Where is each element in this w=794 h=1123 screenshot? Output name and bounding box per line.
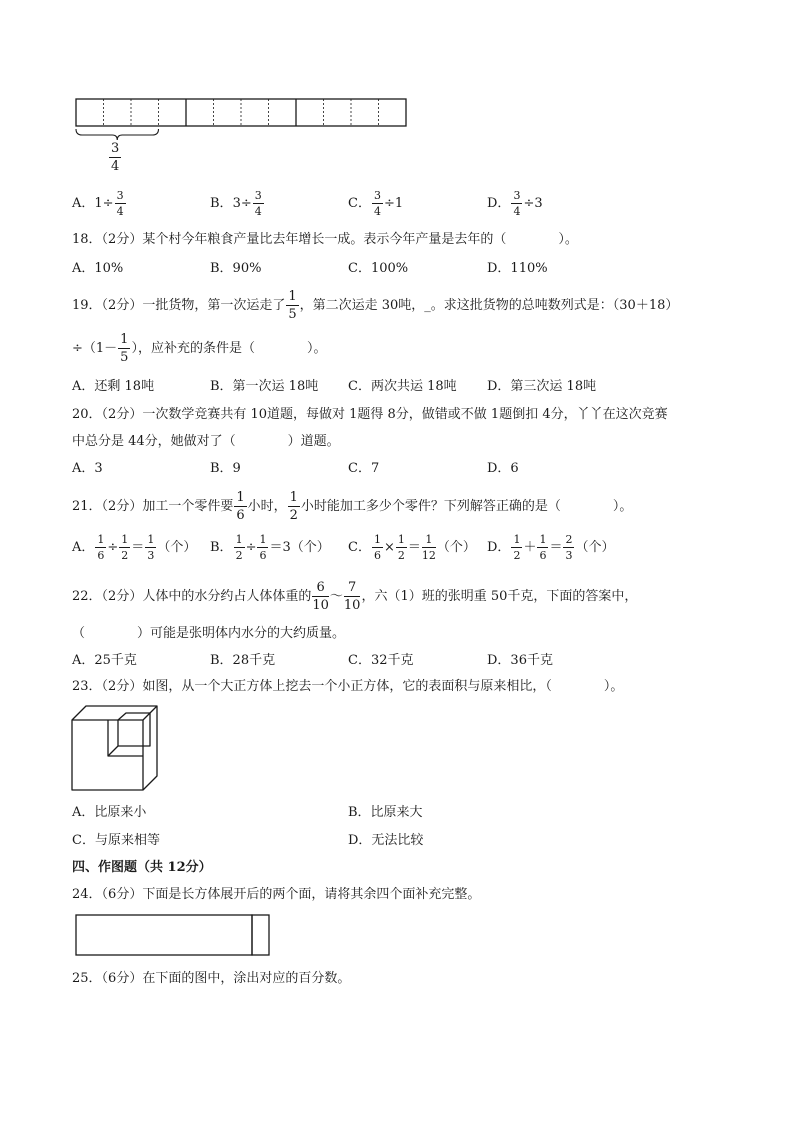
cuboid-face-long (76, 915, 252, 955)
q21-option-d[interactable]: D． $\frac{1}{2}$ ＋ $\frac{1}{6}$ ＝ $\frac{2}{3}$ （个） (487, 533, 615, 562)
q22-stem-line2: （ ）可能是张明体内水分的大约质量。 (72, 626, 346, 641)
q21-option-a[interactable]: A． $\frac{1}{6}$ ÷ $\frac{1}{2}$ ＝ $\frac{1}{3}$ （个） (72, 533, 197, 562)
q20-option-d[interactable]: D．6 (487, 461, 519, 476)
q20-option-b[interactable]: B．9 (210, 461, 241, 476)
q20-stem-line1: 20．（2分）一次数学竞赛共有 10道题，每做对 1题得 8分，做错或不做 1题倒扣 4分，丫丫在这次竞赛 (72, 407, 668, 422)
q18-option-d[interactable]: D．110% (487, 261, 548, 276)
q18-option-a[interactable]: A．10% (72, 261, 124, 276)
q17-option-d[interactable]: D． $\frac{3}{4}$ ÷3 (487, 189, 543, 218)
q25-stem: 25．（6分）在下面的图中，涂出对应的百分数。 (72, 971, 351, 986)
q19-stem-line1: 19．（2分）一批货物，第一次运走了 $\frac{1}{5}$ ，第二次运走 30吨，_。求这批货物的总吨数列式是：（30＋18） (72, 289, 679, 322)
q19-option-b[interactable]: B．第一次运 18吨 (210, 379, 319, 394)
q19-option-a[interactable]: A．还剩 18吨 (72, 379, 155, 394)
q18-option-c[interactable]: C．100% (348, 261, 409, 276)
q21-option-c[interactable]: C． $\frac{1}{6}$ × $\frac{1}{2}$ ＝ $\frac{1}{12}$ （个） (348, 533, 476, 562)
q22-option-b[interactable]: B．28千克 (210, 653, 276, 668)
q22-option-d[interactable]: D．36千克 (487, 653, 553, 668)
q19-option-c[interactable]: C．两次共运 18吨 (348, 379, 457, 394)
q21-stem: 21．（2分）加工一个零件要 $\frac{1}{6}$ 小时， $\frac{1}{2}$ 小时能加工多少个零件？下列解答正确的是（ ）。 (72, 490, 633, 523)
q24-stem: 24．（6分）下面是长方体展开后的两个面，请将其余四个面补充完整。 (72, 887, 481, 902)
section-4-title: 四、作图题（共 12分） (72, 860, 212, 875)
q20-option-c[interactable]: C．7 (348, 461, 380, 476)
q20-option-a[interactable]: A．3 (72, 461, 103, 476)
q22-option-c[interactable]: C．32千克 (348, 653, 414, 668)
q18-stem: 18．（2分）某个村今年粮食产量比去年增长一成。表示今年产量是去年的（ ）。 (72, 232, 578, 247)
q17-option-b[interactable]: B．3÷ $\frac{3}{4}$ (210, 189, 262, 218)
q23-option-b[interactable]: B．比原来大 (348, 805, 423, 820)
q20-stem-line2: 中总分是 44分，她做对了（ ）道题。 (72, 434, 340, 449)
q19-stem-line2: ÷（1－ $\frac{1}{5}$ ），应补充的条件是（ ）。 (72, 332, 327, 365)
q22-stem-line1: 22．（2分）人体中的水分约占人体体重的 $\frac{6}{10}$ ～ $\frac{7}{10}$ ，六（1）班的张明重 50千克，下面的答案中， (72, 580, 638, 613)
cuboid-face-narrow (252, 915, 269, 955)
strip-brace-fraction: $\frac{3}{4}$ (111, 141, 120, 174)
q23-option-a[interactable]: A．比原来小 (72, 805, 147, 820)
q23-option-c[interactable]: C．与原来相等 (72, 833, 160, 848)
q18-option-b[interactable]: B．90% (210, 261, 262, 276)
q23-stem: 23．（2分）如图，从一个大正方体上挖去一个小正方体，它的表面积与原来相比，（ ）。 (72, 679, 624, 694)
q21-option-b[interactable]: B． $\frac{1}{2}$ ÷ $\frac{1}{6}$ ＝3（个） (210, 533, 330, 562)
q22-option-a[interactable]: A．25千克 (72, 653, 137, 668)
q17-option-a[interactable]: A．1÷ $\frac{3}{4}$ (72, 189, 124, 218)
q17-option-c[interactable]: C． $\frac{3}{4}$ ÷1 (348, 189, 404, 218)
q23-option-d[interactable]: D．无法比较 (348, 833, 424, 848)
q19-option-d[interactable]: D．第三次运 18吨 (487, 379, 597, 394)
